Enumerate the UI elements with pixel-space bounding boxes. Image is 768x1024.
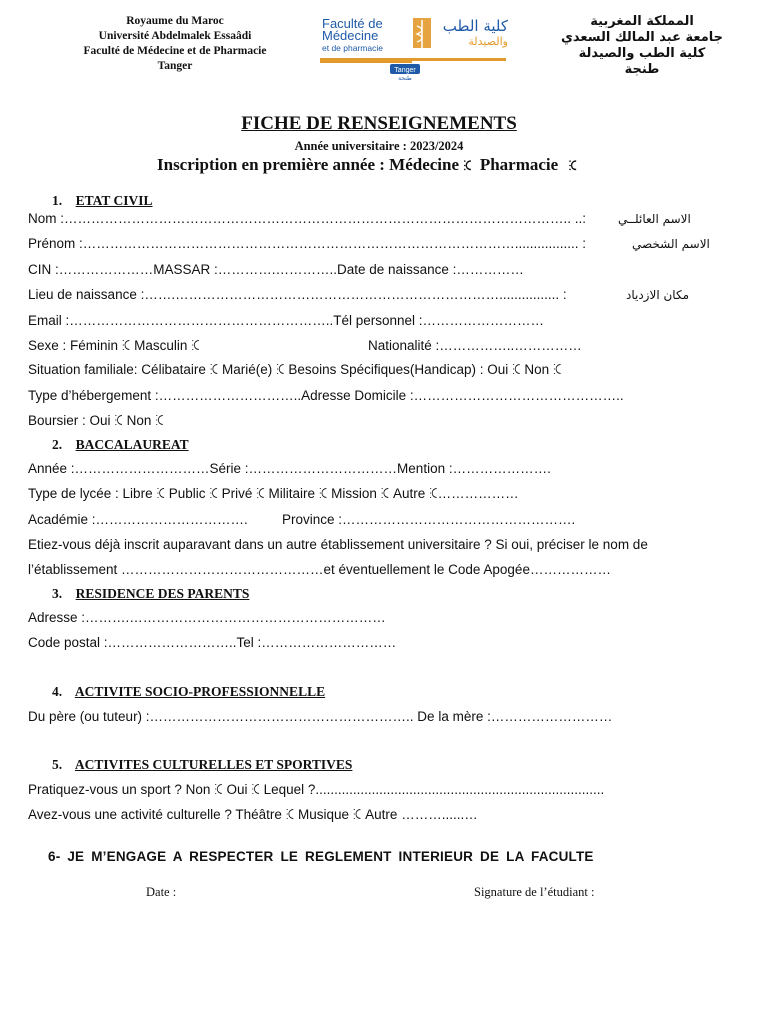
header-right-faculty: كلية الطب والصيدلة bbox=[578, 46, 706, 61]
signature-label: Signature de l’étudiant : bbox=[474, 885, 595, 899]
email-tel-field[interactable]: Email :…………………………………………………..Tél personnel :……………………… bbox=[28, 313, 545, 328]
section-activites-culturelles-sportives bbox=[52, 757, 352, 773]
medecine-checkbox[interactable]: ꕿ bbox=[463, 159, 472, 174]
logo-ar-line-2: والصيدلة bbox=[468, 35, 508, 48]
logo-city-tag-ar: طنجة bbox=[398, 75, 412, 80]
date-label: Date : bbox=[146, 885, 177, 899]
section-number: 5. bbox=[52, 757, 63, 772]
section-residence-parents bbox=[52, 586, 249, 602]
logo-fr-line-1: Faculté de bbox=[322, 16, 383, 31]
inscription-line bbox=[157, 155, 577, 175]
section-etat-civil bbox=[52, 193, 153, 209]
hebergement-adresse-field[interactable]: Type d’hébergement :…………………………..Adresse Domicile :……………………………………….. bbox=[28, 388, 624, 403]
header-city: Tanger bbox=[157, 60, 193, 72]
logo-fr-text bbox=[322, 18, 383, 54]
header-right-city: طنجة bbox=[624, 62, 660, 77]
sport-field[interactable]: Pratiquez-vous un sport ? Non ꕿ Oui ꕿ Lequel ?............................................................................. bbox=[28, 782, 605, 797]
logo-fr-line-3: et de pharmacie bbox=[322, 43, 383, 53]
header-kingdom: Royaume du Maroc bbox=[126, 15, 224, 27]
header-right-kingdom: المملكة المغربية bbox=[590, 14, 694, 29]
lieu-naissance-field-ar: مكان الازدياد bbox=[626, 288, 689, 302]
nom-field[interactable]: Nom :………………………………………………………………………………………………….. ..: bbox=[28, 211, 587, 226]
inscription-label: Inscription en première année : Médecine bbox=[157, 155, 460, 174]
faculty-logo bbox=[320, 14, 510, 80]
logo-ar-line-1: كلية الطب bbox=[442, 17, 508, 35]
section-label: RESIDENCE DES PARENTS bbox=[75, 586, 250, 601]
page-title: FICHE DE RENSEIGNEMENTS bbox=[241, 113, 517, 134]
type-lycee-field[interactable]: Type de lycée : Libre ꕿ Public ꕿ Privé ꕿ Militaire ꕿ Mission ꕿ Autre ꕿ……………… bbox=[28, 486, 519, 501]
sexe-field[interactable]: Sexe : Féminin ꕿ Masculin ꕿ bbox=[28, 338, 200, 353]
province-field[interactable]: Province :……………………………………………. bbox=[282, 512, 576, 527]
logo-ar-text bbox=[432, 18, 508, 50]
pledge-statement: 6- JE M’ENGAGE A RESPECTER LE REGLEMENT INTERIEUR DE LA FACULTE bbox=[48, 849, 594, 864]
section-number: 3. bbox=[52, 586, 63, 601]
logo-city-tag: Tanger bbox=[394, 67, 416, 74]
pharmacie-label: Pharmacie bbox=[479, 155, 559, 174]
header-left-block bbox=[56, 14, 294, 74]
header-faculty: Faculté de Médecine et de Pharmacie bbox=[83, 45, 267, 57]
lieu-naissance-field[interactable]: Lieu de naissance :…….………………………………………………………………................ : bbox=[28, 287, 567, 302]
etiez-question: Etiez-vous déjà inscrit auparavant dans un autre établissement universitaire ? Si oui, préciser le nom de bbox=[28, 537, 648, 552]
annee-serie-mention-field[interactable]: Année :…………………………Série :……………………………Mention :…………………. bbox=[28, 461, 551, 476]
header-university: Université Abdelmalek Essaâdi bbox=[98, 30, 252, 42]
code-postal-tel-field[interactable]: Code postal :………………………..Tel :………………………… bbox=[28, 635, 397, 650]
activite-culturelle-field[interactable]: Avez-vous une activité culturelle ? Théâtre ꕿ Musique ꕿ Autre ………......… bbox=[28, 807, 478, 822]
logo-fr-line-2: Médecine bbox=[322, 28, 379, 43]
section-label: ETAT CIVIL bbox=[75, 193, 153, 208]
academie-field[interactable]: Académie :……………………………. bbox=[28, 512, 248, 527]
caduceus-icon bbox=[413, 18, 431, 48]
situation-familiale-field[interactable]: Situation familiale: Célibataire ꕿ Marié(e) ꕿ Besoins Spécifiques(Handicap) : Oui ꕿ Non ꕿ bbox=[28, 362, 562, 377]
section-number: 4. bbox=[52, 684, 63, 699]
header-right-university: جامعة عبد المالك السعدي bbox=[560, 30, 724, 45]
cin-massar-date-field[interactable]: CIN :…………………MASSAR :………….…………..Date de naissance :…………… bbox=[28, 262, 524, 277]
nom-field-ar: الاسم العائلــي bbox=[618, 212, 691, 226]
pere-mere-field[interactable]: Du père (ou tuteur) :………………………………………………….. De la mère :……………………… bbox=[28, 709, 613, 724]
section-label: BACCALAUREAT bbox=[75, 437, 189, 452]
etablissement-field[interactable]: l’établissement ………………………………………et éventuellement le Code Apogée……………… bbox=[28, 562, 611, 577]
nationalite-field[interactable]: Nationalité :……………..…………… bbox=[368, 338, 582, 353]
prenom-field-ar: الاسم الشخصي bbox=[632, 237, 710, 251]
section-number: 2. bbox=[52, 437, 63, 452]
prenom-field[interactable]: Prénom :……………………………………………………………………………………................. : bbox=[28, 236, 587, 251]
section-label: ACTIVITE SOCIO-PROFESSIONNELLE bbox=[74, 684, 326, 699]
section-baccalaureat bbox=[52, 437, 189, 453]
adresse-parents-field[interactable]: Adresse :……….………………………………………………… bbox=[28, 610, 386, 625]
pharmacie-checkbox[interactable]: ꕿ bbox=[568, 159, 577, 174]
section-activite-socio-professionnelle bbox=[52, 684, 325, 700]
academic-year: Année universitaire : 2023/2024 bbox=[294, 139, 464, 153]
section-label: ACTIVITES CULTURELLES ET SPORTIVES bbox=[74, 757, 353, 772]
boursier-field[interactable]: Boursier : Oui ꕿ Non ꕿ bbox=[28, 413, 164, 428]
section-number: 1. bbox=[52, 193, 63, 208]
header-right-block bbox=[540, 14, 744, 78]
